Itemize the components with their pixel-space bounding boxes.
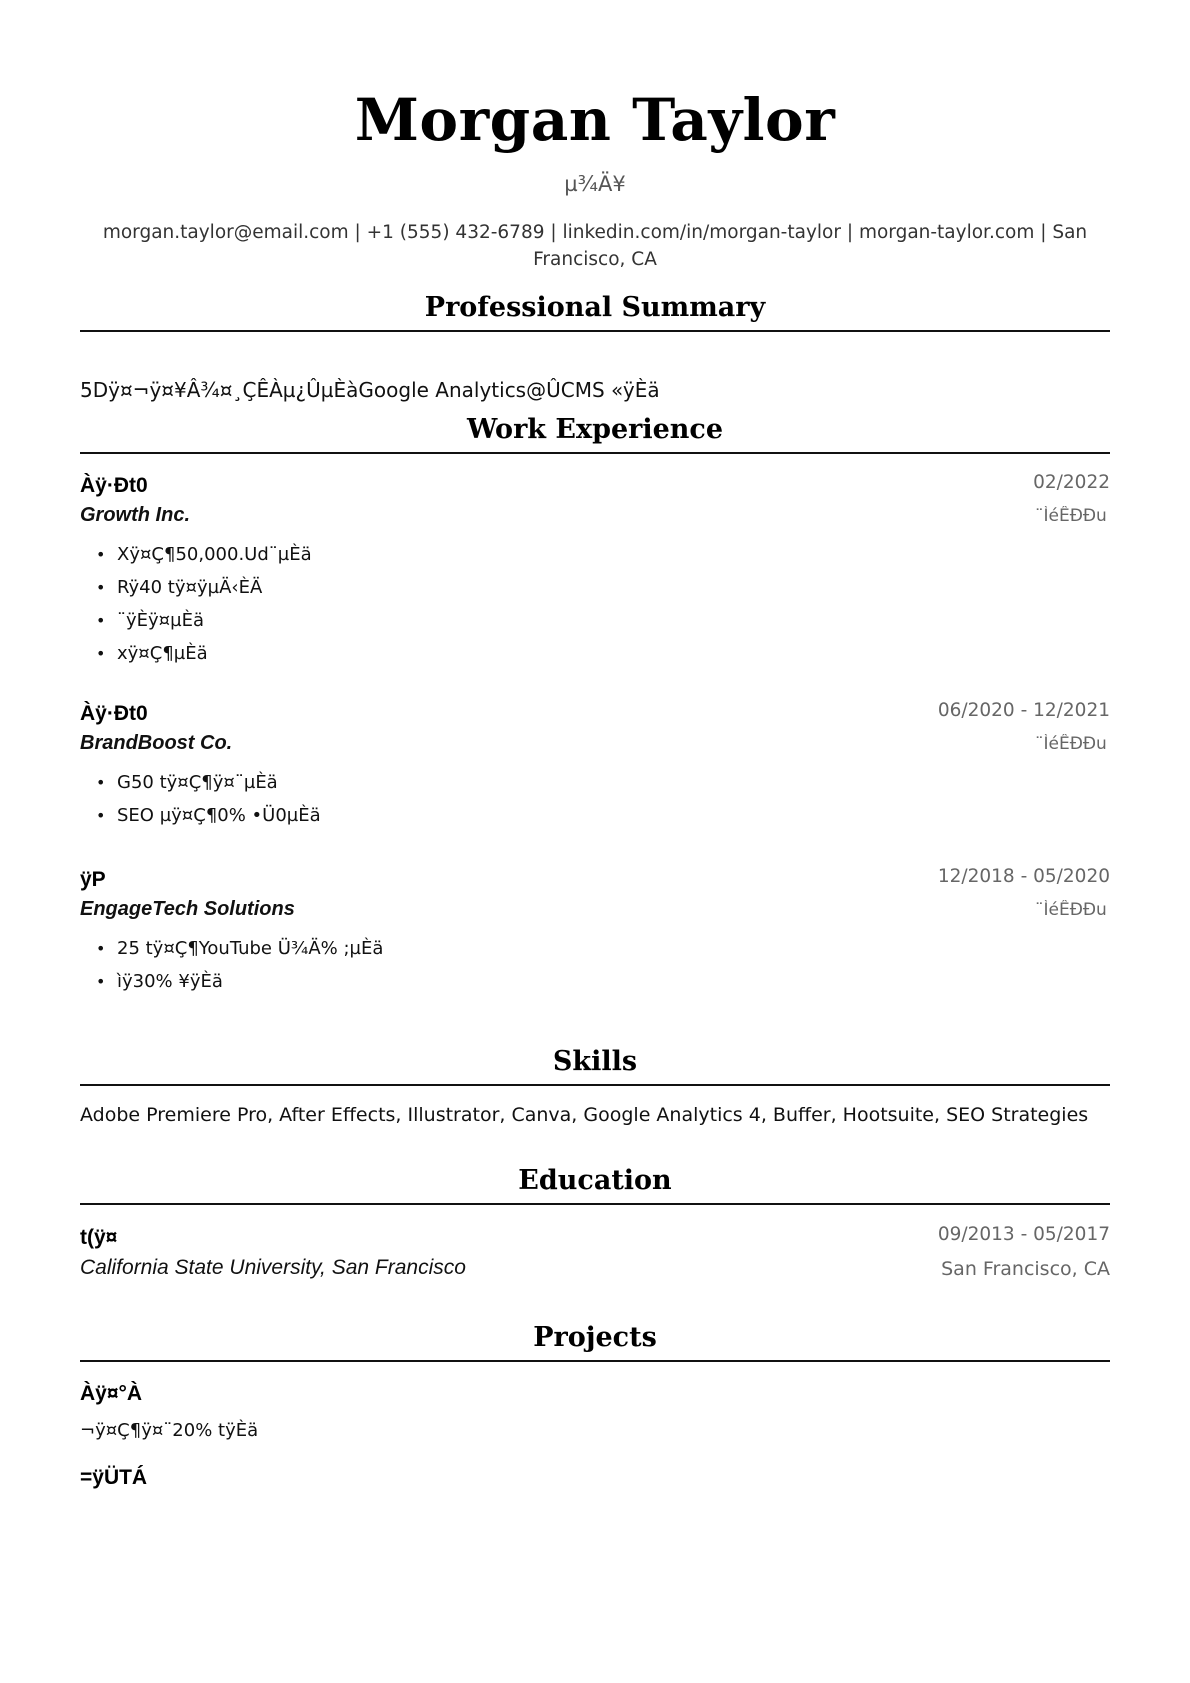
job-location: ¨ÌéÊÐÐu — [1035, 734, 1107, 754]
job-bullets — [80, 766, 321, 832]
job-role: ÿP — [80, 868, 106, 891]
job-bullets — [80, 932, 383, 998]
section-divider — [80, 452, 1110, 454]
resume-page — [80, 0, 1110, 1683]
job-company: EngageTech Solutions — [80, 898, 295, 920]
education-school: California State University, San Francisco — [80, 1256, 466, 1279]
list-item: • ¨ÿÈÿ¤µÈä — [80, 604, 312, 637]
job-bullets — [80, 538, 312, 670]
list-item: • G50 tÿ¤Ç¶ÿ¤¨µÈä — [80, 766, 321, 799]
section-title-experience: Work Experience — [466, 414, 724, 445]
list-item: • SEO µÿ¤Ç¶0% •Ü0µÈä — [80, 799, 321, 832]
list-item: • ìÿ30% ¥ÿÈä — [80, 965, 383, 998]
list-item: • xÿ¤Ç¶µÈä — [80, 637, 312, 670]
summary-text: 5Dÿ¤¬ÿ¤¥Â¾¤¸ÇÊÀµ¿ÛµÈàGoogle Analytics@ÛCMS «ÿÈä — [80, 378, 660, 402]
section-divider — [80, 330, 1110, 332]
candidate-subtitle: µ¾Ä¥ — [564, 172, 626, 196]
section-title-summary: Professional Summary — [424, 292, 766, 323]
project-description: ¬ÿ¤Ç¶ÿ¤¨20% tÿÈä — [80, 1420, 259, 1441]
section-divider — [80, 1084, 1110, 1086]
list-item: • Rÿ40 tÿ¤ÿµÄ‹ÈÄ — [80, 571, 312, 604]
candidate-name: Morgan Taylor — [354, 86, 836, 154]
job-date: 06/2020 - 12/2021 — [937, 700, 1110, 721]
contact-line: morgan.taylor@email.com | +1 (555) 432-6789 | linkedin.com/in/morgan-taylor | morgan-taylor.com | San Francisco, CA — [102, 222, 1088, 270]
education-date: 09/2013 - 05/2017 — [937, 1224, 1110, 1245]
list-item: • 25 tÿ¤Ç¶YouTube Ü¾Ä% ;µÈä — [80, 932, 383, 965]
skills-text: Adobe Premiere Pro, After Effects, Illustrator, Canva, Google Analytics 4, Buffer, Hootsuite, SEO Strategies — [80, 1104, 1089, 1126]
section-title-projects: Projects — [533, 1322, 657, 1353]
job-date: 02/2022 — [1033, 472, 1110, 493]
job-location: ¨ÌéÊÐÐu — [1035, 900, 1107, 920]
list-item: • Xÿ¤Ç¶50,000.Ud¨µÈä — [80, 538, 312, 571]
education-degree: t(ÿ¤ — [80, 1226, 118, 1249]
job-company: BrandBoost Co. — [80, 732, 233, 754]
job-date: 12/2018 - 05/2020 — [937, 866, 1110, 887]
project-name: Àÿ¤°À — [80, 1382, 143, 1405]
education-location: San Francisco, CA — [941, 1258, 1110, 1280]
section-title-skills: Skills — [552, 1046, 638, 1077]
section-divider — [80, 1360, 1110, 1362]
job-role: Àÿ·Ðt0 — [80, 702, 148, 725]
job-location: ¨ÌéÊÐÐu — [1035, 506, 1107, 526]
job-role: Àÿ·Ðt0 — [80, 474, 148, 497]
section-title-education: Education — [518, 1165, 672, 1196]
project-name: =ÿÜTÁ — [80, 1466, 148, 1489]
section-divider — [80, 1203, 1110, 1205]
job-company: Growth Inc. — [80, 504, 190, 526]
